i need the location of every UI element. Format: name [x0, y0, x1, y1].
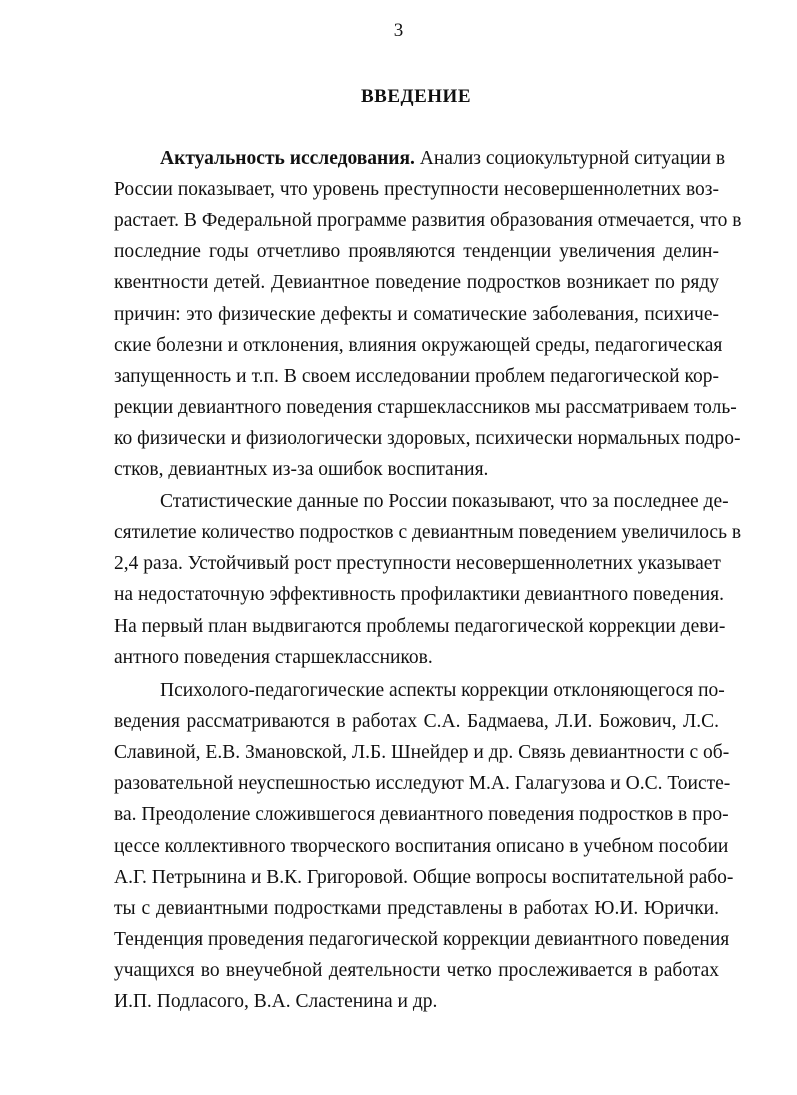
paragraph-line: ведения рассматриваются в работах С.А. Бадмаева, Л.И. Божович, Л.С. — [114, 711, 719, 732]
paragraph-line: последние годы отчетливо проявляются тенденции увеличения делин- — [114, 241, 719, 262]
paragraph-line: Тенденция проведения педагогической коррекции девиантного поведения — [114, 929, 730, 950]
paragraph-line: учащихся во внеучебной деятельности четко прослеживается в работах — [114, 960, 719, 981]
paragraph-line: цессе коллективного творческого воспитания описано в учебном пособии — [114, 836, 729, 857]
paragraph-line: рекции девиантного поведения старшеклассников мы рассматриваем толь- — [114, 397, 737, 418]
paragraph-line: квентности детей. Девиантное поведение подростков возникает по ряду — [114, 272, 719, 293]
paragraph-text: Анализ социокультурной ситуации в — [414, 148, 726, 169]
paragraph-line: На первый план выдвигаются проблемы педагогической коррекции деви- — [114, 616, 726, 637]
paragraph-line: стков, девиантных из-за ошибок воспитания. — [114, 459, 489, 480]
paragraph-line: растает. В Федеральной программе развития образования отмечается, что в — [114, 210, 742, 231]
paragraph-line: 2,4 раза. Устойчивый рост преступности несовершеннолетних указывает — [114, 553, 721, 574]
paragraph-line: антного поведения старшеклассников. — [114, 647, 433, 668]
paragraph-line: Психолого-педагогические аспекты коррекции отклоняющегося по- — [160, 680, 725, 701]
paragraph-line: ва. Преодоление сложившегося девиантного поведения подростков в про- — [114, 804, 729, 825]
paragraph-line: ты с девиантными подростками представлены в работах Ю.И. Юрички. — [114, 898, 719, 919]
paragraph-line: А.Г. Петрынина и В.К. Григоровой. Общие вопросы воспитательной рабо- — [114, 867, 734, 888]
paragraph-line — [160, 146, 726, 172]
paragraph-line: Славиной, Е.В. Змановской, Л.Б. Шнейдер и др. Связь девиантности с об- — [114, 742, 730, 763]
paragraph-line: России показывает, что уровень преступности несовершеннолетних воз- — [114, 179, 719, 200]
paragraph-line: И.П. Подласого, В.А. Сластенина и др. — [114, 991, 438, 1012]
paragraph-line: причин: это физические дефекты и соматические заболевания, психиче- — [114, 304, 719, 325]
paragraph-line: сятилетие количество подростков с девиантным поведением увеличилось в — [114, 522, 742, 543]
paragraph-line: разовательной неуспешностью исследуют М.А. Галагузова и О.С. Тоисте- — [114, 773, 731, 794]
page-number: 3 — [393, 20, 404, 41]
paragraph-line: ские болезни и отклонения, влияния окружающей среды, педагогическая — [114, 335, 723, 356]
paragraph-lead: Актуальность исследования. — [160, 148, 415, 169]
paragraph-line: Статистические данные по России показывают, что за последнее де- — [160, 491, 729, 512]
paragraph-line: ко физически и физиологически здоровых, психически нормальных подро- — [114, 428, 741, 449]
paragraph-line: запущенность и т.п. В своем исследовании проблем педагогической кор- — [114, 366, 719, 387]
paragraph-line: на недостаточную эффективность профилактики девиантного поведения. — [114, 584, 725, 605]
page-title: ВВЕДЕНИЕ — [361, 86, 471, 107]
